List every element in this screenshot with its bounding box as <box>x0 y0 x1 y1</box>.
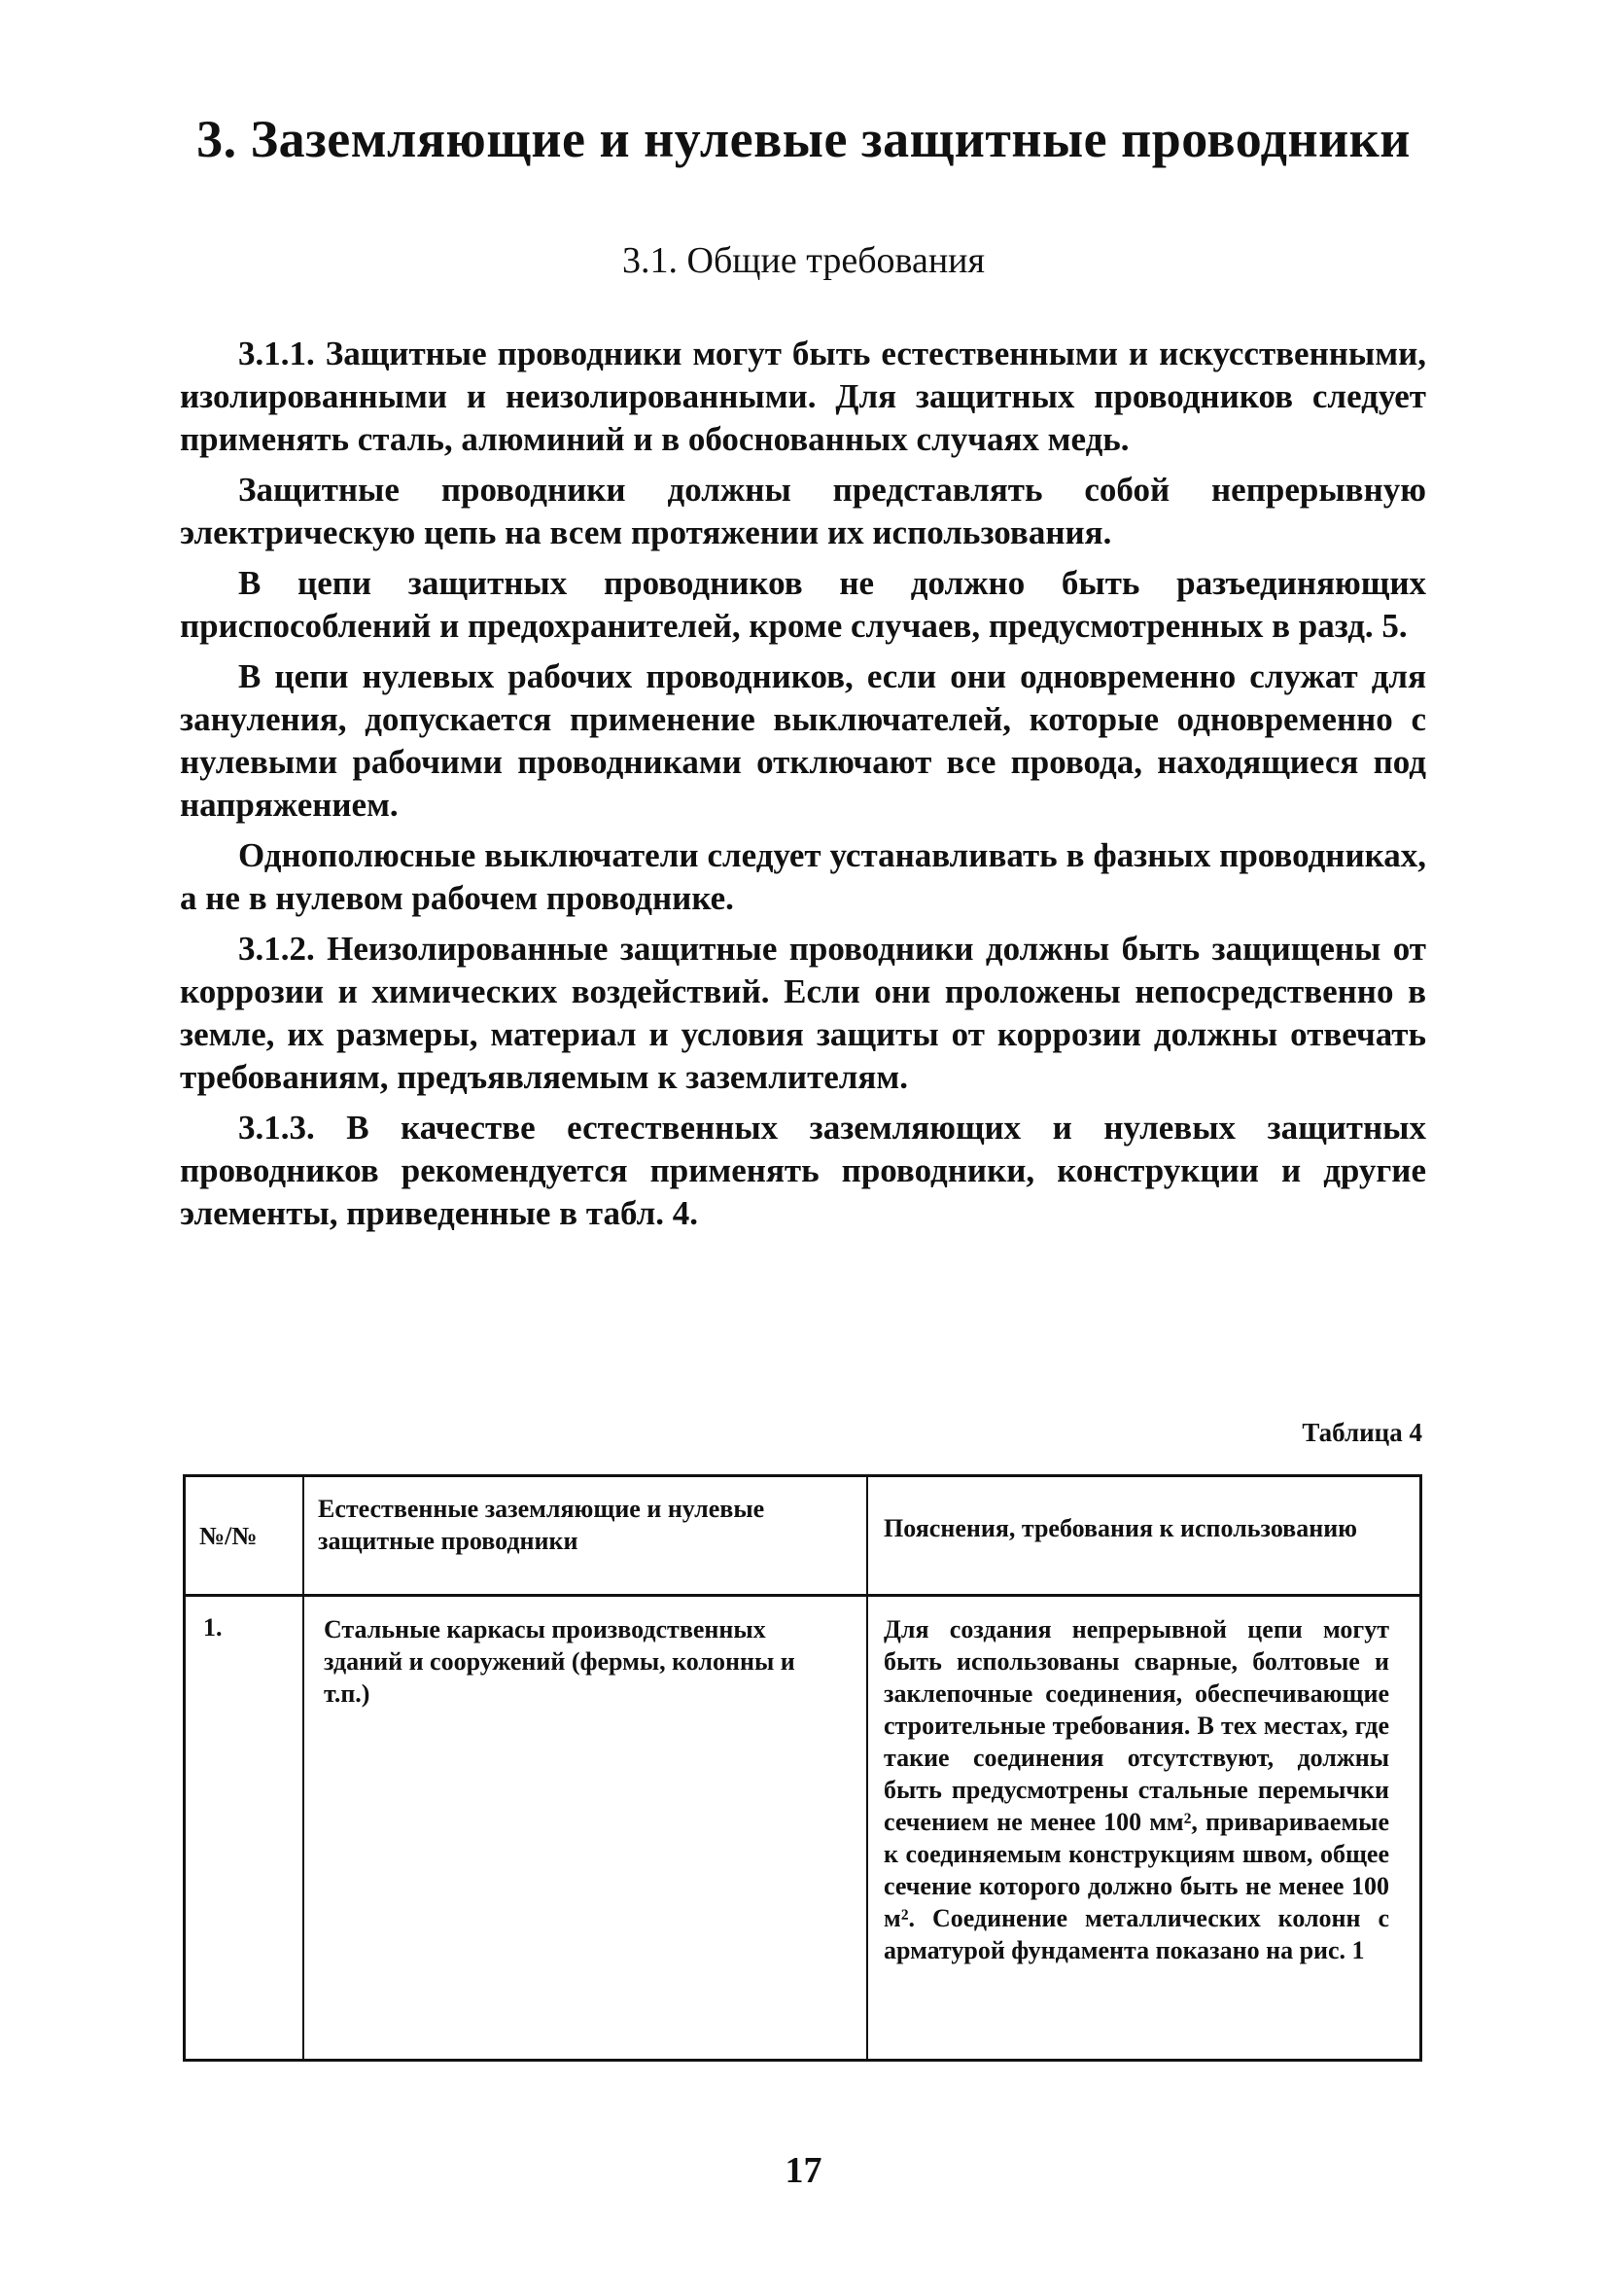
paragraph-neutral-switches: В цепи нулевых рабочих проводников, если они одновременно служат для зануления, допускается применение выключателей, которые одновременно с нулевыми рабочими проводниками отключают все провода, находящиеся под напряжением. <box>180 657 1426 824</box>
table-header-number: №/№ <box>199 1522 258 1550</box>
chapter-title: 3. Заземляющие и нулевые защитные проводники <box>196 110 1411 168</box>
paragraph-3-1-2: 3.1.2. Неизолированные защитные проводники должны быть защищены от коррозии и химических воздействий. Если они проложены непосредственно в земле, их размеры, материал и условия защиты от коррозии должны отвечать требованиям, предъявляемым к заземлителям. <box>180 930 1426 1096</box>
paragraph-3-1-1: 3.1.1. Защитные проводники могут быть естественными и искусственными, изолированными и неизолированными. Для защитных проводников следует применять сталь, алюминий и в обоснованных случаях медь. <box>180 335 1426 458</box>
header-divider <box>186 1594 1419 1597</box>
table-cell-conductor: Стальные каркасы производственных зданий и сооружений (фермы, колонны и т.п.) <box>324 1615 795 1708</box>
table-header-conductors: Естественные заземляющие и нулевые защитные проводники <box>318 1495 765 1555</box>
paragraph-single-pole: Однополюсные выключатели следует устанавливать в фазных проводниках, а не в нулевом рабочем проводнике. <box>180 836 1426 917</box>
section-title: 3.1. Общие требования <box>622 240 985 281</box>
page-number: 17 <box>785 2150 822 2191</box>
table-caption: Таблица 4 <box>1302 1418 1422 1447</box>
column-divider <box>866 1477 868 2059</box>
body-text <box>180 333 1426 1243</box>
paragraph-continuity: Защитные проводники должны представлять собой непрерывную электрическую цепь на всем протяжении их использования. <box>180 471 1426 551</box>
column-divider <box>302 1477 304 2059</box>
table-header-explanations: Пояснения, требования к использованию <box>884 1514 1358 1542</box>
table-cell-explanation: Для создания непрерывной цепи могут быть использованы сварные, болтовые и заклепочные соединения, обеспечивающие строительные требования. В тех местах, где такие соединения отсутствуют, должны быть предусмотрены стальные перемычки сечением не менее 100 мм², привариваемые к соединяемым конструкциям швом, общее сечение которого должно быть не менее 100 м². Соединение металлических колонн с арматурой фундамента показано на рис. 1 <box>884 1615 1389 1964</box>
table-4 <box>183 1474 1422 2062</box>
paragraph-no-disconnectors: В цепи защитных проводников не должно быть разъединяющих приспособлений и предохранителей, кроме случаев, предусмотренных в разд. 5. <box>180 564 1426 645</box>
paragraph-3-1-3: 3.1.3. В качестве естественных заземляющих и нулевых защитных проводников рекомендуется применять проводники, конструкции и другие элементы, приведенные в табл. 4. <box>180 1109 1426 1232</box>
table-cell-number: 1. <box>203 1613 223 1642</box>
